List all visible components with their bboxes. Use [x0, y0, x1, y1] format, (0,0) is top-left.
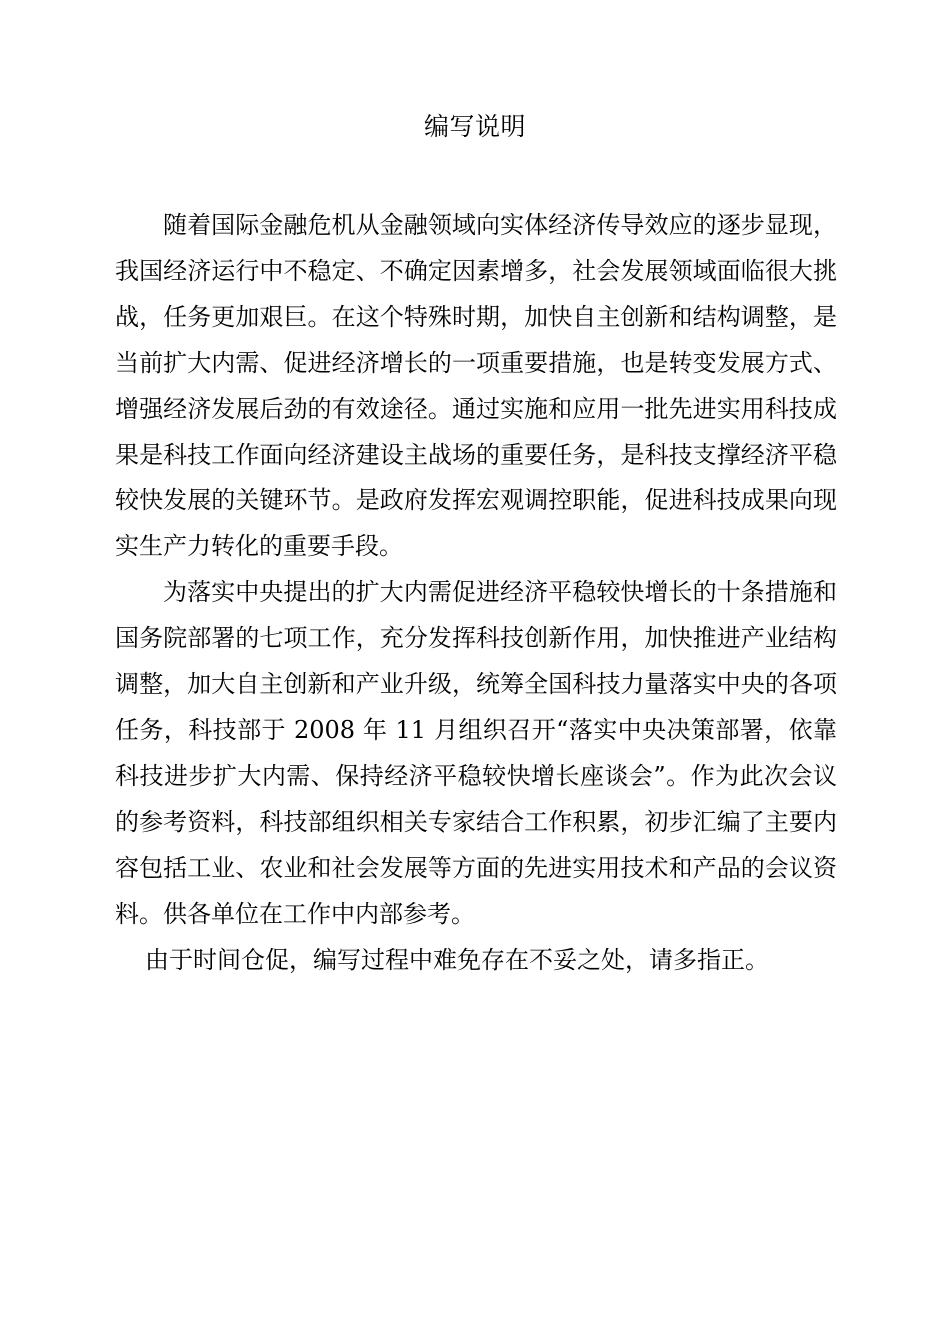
paragraph-background: 随着国际金融危机从金融领域向实体经济传导效应的逐步显现，我国经济运行中不稳定、不确定因素增多，社会发展领域面临很大挑战，任务更加艰巨。在这个特殊时期，加快自主创新和结构调整，是当前扩大内需、促进经济增长的一项重要措施，也是转变发展方式、增强经济发展后劲的有效途径。通过实施和应用一批先进实用科技成果是科技工作面向经济建设主战场的重要任务，是科技支撑经济平稳较快发展的关键环节。是政府发挥宏观调控职能，促进科技成果向现实生产力转化的重要手段。 — [115, 211, 837, 561]
paragraph-closing: 由于时间仓促，编写过程中难免存在不妥之处，请多指正。 — [145, 945, 769, 974]
page-title: 编写说明 — [423, 112, 526, 141]
paragraph-purpose: 为落实中央提出的扩大内需促进经济平稳较快增长的十条措施和国务院部署的七项工作，充分发挥科技创新作用，加快推进产业结构调整，加大自主创新和产业升级，统筹全国科技力量落实中央的各项任务，科技部于 2008 年 11 月组织召开“落实中央决策部署，依靠科技进步扩大内需、保持经济平稳较快增长座谈会”。作为此次会议的参考资料，科技部组织相关专家结合工作积累，初步汇编了主要内容包括工业、农业和社会发展等方面的先进实用技术和产品的会议资料。供各单位在工作中内部参考。 — [115, 578, 837, 928]
document-body — [115, 203, 837, 983]
